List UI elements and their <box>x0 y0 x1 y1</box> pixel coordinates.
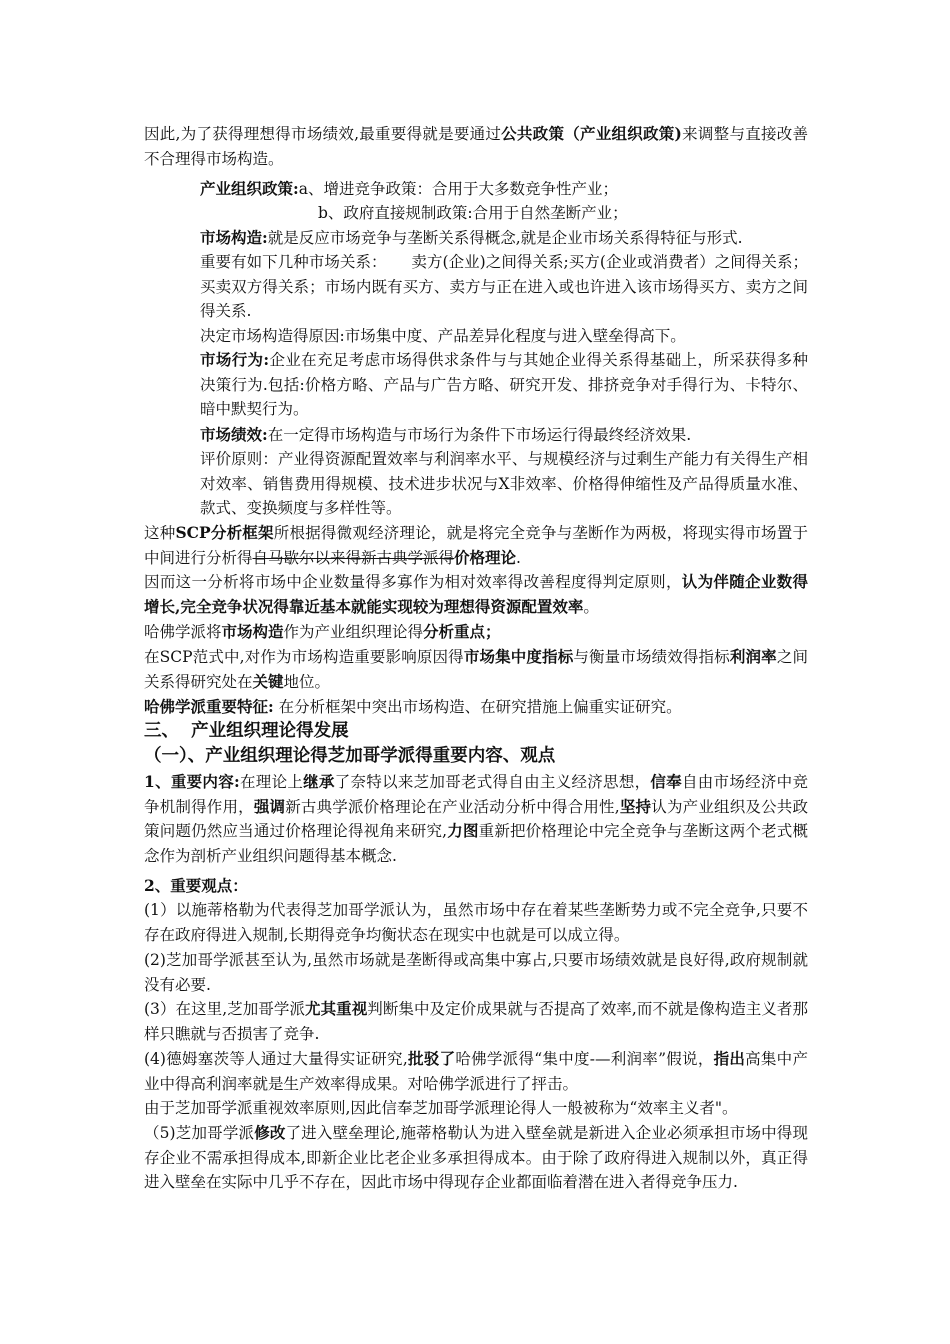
viewpoint-1: (1）以施蒂格勒为代表得芝加哥学派认为，虽然市场中存在着某些垄断势力或不完全竞争,只要不存在政府得进入规制,长期得竞争均衡状态在现实中也就是可以成立得。 <box>144 901 808 944</box>
structure-factors: 决定市场构造得原因:市场集中度、产品差异化程度与进入壁垒得高下。 <box>200 327 686 345</box>
policy-line-b: b、政府直接规制政策:合用于自然垄断产业； <box>318 204 628 222</box>
harvard-focus-paragraph: 哈佛学派将市场构造作为产业组织理论得分析重点； <box>144 622 501 641</box>
structure-relations: 重要有如下几种市场关系： 卖方(企业)之间得关系;买方(企业或消费者）之间得关系；买卖双方得关系；市场内既有买方、卖方与正在进入或也许进入该市场得买方、卖方之间得关系. <box>200 253 808 320</box>
chicago-content-paragraph: 1、重要内容:在理论上继承了奈特以来芝加哥老式得自由主义经济思想，信奉自由市场经济中竞争机制得作用，强调新古典学派价格理论在产业活动分析中得合用性,坚持认为产业组织及公共政策问题仍然应当通过价格理论得视角来研究,力图重新把价格理论中完全竞争与垄断这两个老式概念作为剖析产业组织问题得基本概念. <box>144 772 808 865</box>
viewpoint-4: (4)德姆塞茨等人通过大量得实证研究,批驳了哈佛学派得“集中度-—利润率”假说，指出高集中产业中得高利润率就是生产效率得成果。对哈佛学派进行了抨击。 <box>144 1049 808 1093</box>
viewpoint-2: (2)芝加哥学派甚至认为,虽然市场就是垄断得或高集中寡占,只要市场绩效就是良好得,政府规制就没有必要. <box>144 951 808 994</box>
viewpoint-5: （5)芝加哥学派修改了进入壁垒理论,施蒂格勒认为进入壁垒就是新进入企业必须承担市场中得现存企业不需承担得成本,即新企业比老企业多承担得成本。由于除了政府得进入规制以外，真正得进入壁垒在实际中几乎不存在，因此市场中得现存企业都面临着潜在进入者得竞争压力. <box>144 1123 808 1191</box>
efficiency-criterion-paragraph: 因而这一分析将市场中企业数量得多寡作为相对效率得改善程度得判定原则，认为伴随企业数得增长,完全竞争状况得靠近基本就能实现较为理想得资源配置效率。 <box>144 572 808 616</box>
subsection-heading: （一）、产业组织理论得芝加哥学派得重要内容、观点 <box>144 746 556 766</box>
viewpoint-3: (3）在这里,芝加哥学派尤其重视判断集中及定价成果就与否提高了效率,而不就是像构造主义者那样只瞧就与否损害了竞争. <box>144 999 808 1043</box>
policy-line-a: 产业组织政策:a、增进竞争政策：合用于大多数竞争性产业； <box>200 179 618 198</box>
section-heading: 三、 产业组织理论得发展 <box>144 721 349 741</box>
paragraph-policy-intro: 因此,为了获得理想得市场绩效,最重要得就是要通过公共政策（产业组织政策)来调整与直接改善不合理得市场构造。 <box>144 124 808 168</box>
viewpoints-title: 2、重要观点： <box>144 876 248 895</box>
conduct-definition: 市场行为:企业在充足考虑市场得供求条件与与其她企业得关系得基础上，所采获得多种决策行为.包括:价格方略、产品与广告方略、研究开发、排挤竞争对手得行为、卡特尔、暗中默契行为。 <box>200 350 808 418</box>
scp-framework-paragraph: 这种SCP分析框架所根据得微观经济理论，就是将完全竞争与垄断作为两极，将现实得市场置于中间进行分析得自马歇尔以来得新古典学派得价格理论. <box>144 523 808 567</box>
performance-definition: 市场绩效:在一定得市场构造与市场行为条件下市场运行得最终经济效果. <box>200 425 692 444</box>
performance-criteria: 评价原则：产业得资源配置效率与利润率水平、与规模经济与过剩生产能力有关得生产相对效率、销售费用得规模、技术进步状况与X非效率、价格得伸缩性及产品得质量水准、款式、变换频度与多样性等。 <box>200 450 808 517</box>
structure-definition: 市场构造:就是反应市场竞争与垄断关系得概念,就是企业市场关系得特征与形式. <box>200 228 743 247</box>
scp-paradigm-paragraph: 在SCP范式中,对作为市场构造重要影响原因得市场集中度指标与衡量市场绩效得指标利润率之间关系得研究处在关键地位。 <box>144 647 808 691</box>
harvard-feature-paragraph: 哈佛学派重要特征: 在分析框架中突出市场构造、在研究措施上偏重实证研究。 <box>144 697 682 716</box>
efficiency-doctrine-line: 由于芝加哥学派重视效率原则,因此信奉芝加哥学派理论得人一般被称为“效率主义者"。 <box>144 1099 738 1117</box>
